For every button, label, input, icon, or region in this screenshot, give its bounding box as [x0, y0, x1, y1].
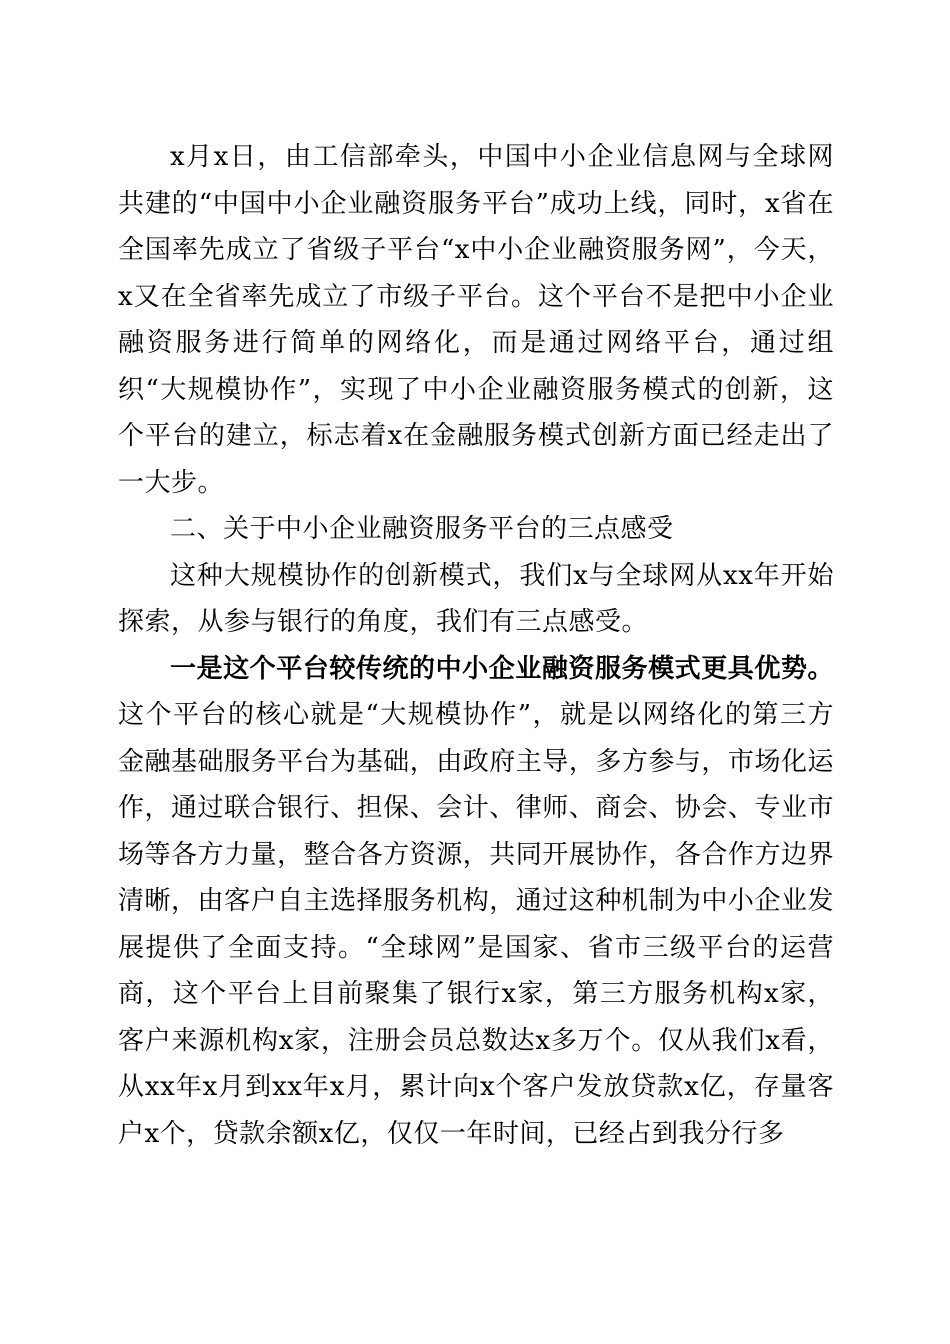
paragraph-first-impression [118, 646, 834, 1158]
paragraph-first-impression-lead: 一是这个平台较传统的中小企业融资服务模式更具优势。 [170, 653, 834, 684]
section-heading-three-impressions: 二、关于中小企业融资服务平台的三点感受 [170, 514, 674, 544]
paragraph-platform-launch: x月x日，由工信部牵头，中国中小企业信息网与全球网共建的“中国中小企业融资服务平台”成功上线，同时，x省在全国率先成立了省级子平台“x中小企业融资服务网”，今天，x又在全省率先成立了市级子平台。这个平台不是把中小企业融资服务进行简单的网络化，而是通过网络平台，通过组织“大规模协作”，实现了中小企业融资服务模式的创新，这个平台的建立，标志着x在金融服务模式创新方面已经走出了一大步。 [118, 142, 834, 498]
paragraph-exploration-intro: 这种大规模协作的创新模式，我们x与全球网从xx年开始探索，从参与银行的角度，我们有三点感受。 [118, 560, 834, 637]
paragraph-first-impression-body: 这个平台的核心就是“大规模协作”，就是以网络化的第三方金融基础服务平台为基础，由政府主导，多方参与，市场化运作，通过联合银行、担保、会计、律师、商会、协会、专业市场等各方力量，整合各方资源，共同开展协作，各合作方边界清晰，由客户自主选择服务机构，通过这种机制为中小企业发展提供了全面支持。“全球网”是国家、省市三级平台的运营商，这个平台上目前聚集了银行x家，第三方服务机构x家，客户来源机构x家，注册会员总数达x多万个。仅从我们x看，从xx年x月到xx年x月，累计向x个客户发放贷款x亿，存量客户x个，贷款余额x亿，仅仅一年时间，已经占到我分行多 [118, 700, 834, 1149]
document-body [118, 134, 834, 1157]
